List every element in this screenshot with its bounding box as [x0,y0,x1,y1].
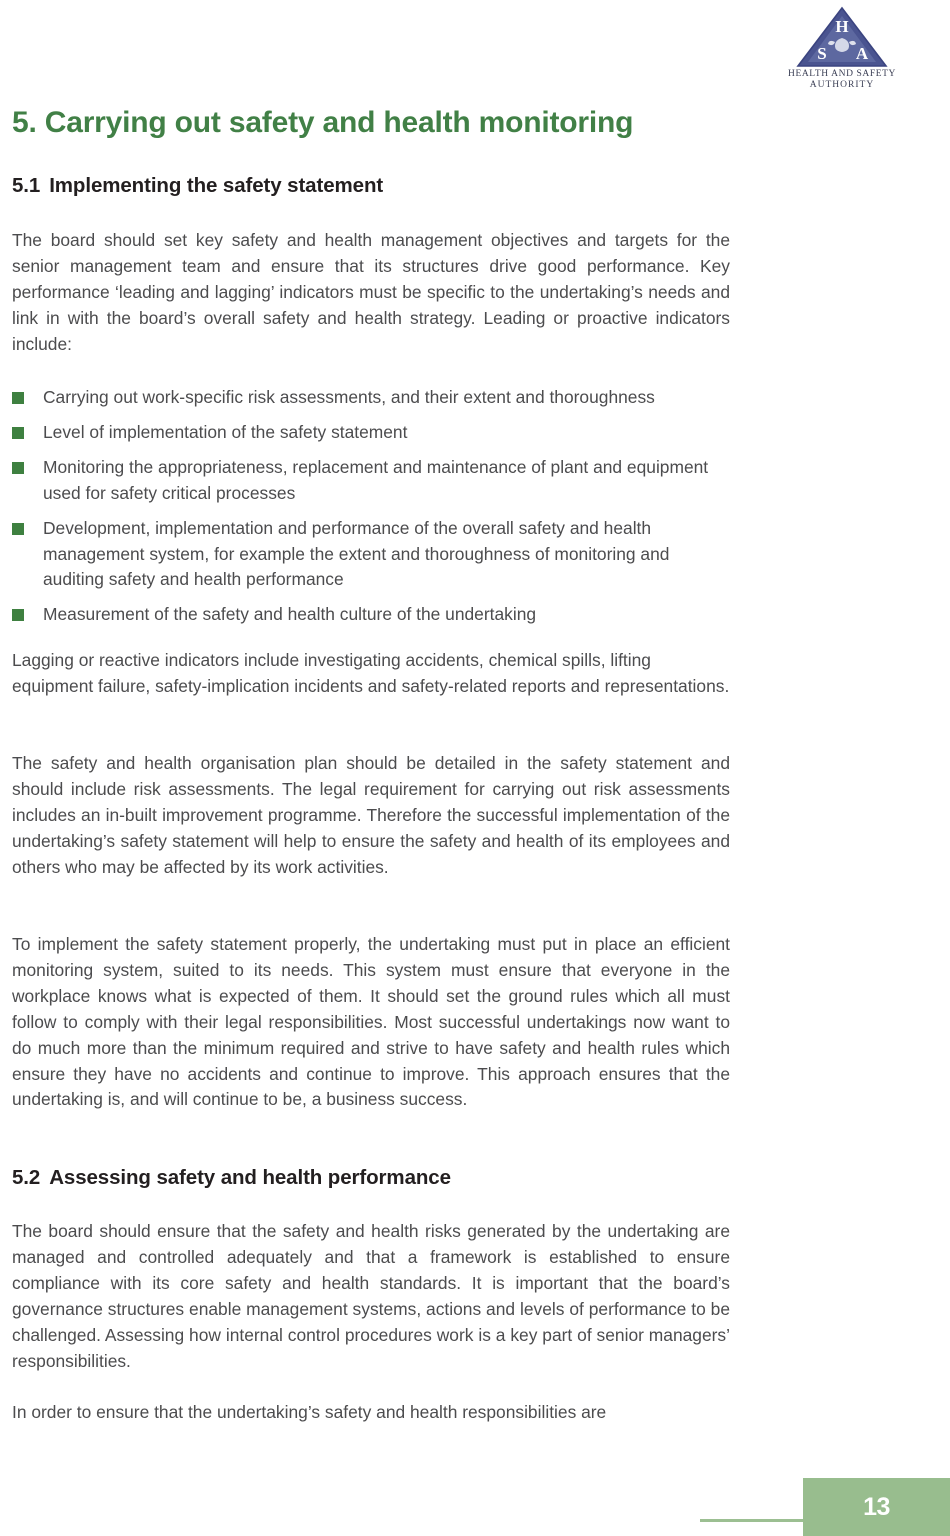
list-item [12,602,730,628]
square-bullet-icon [12,609,24,621]
list-item [12,516,730,594]
list-item [12,420,730,446]
hsa-logo [762,6,922,98]
svg-text:A: A [855,44,869,63]
square-bullet-icon [12,392,24,404]
paragraph-assessing-performance: The board should ensure that the safety and health risks generated by the undertaking are managed and controlled adequately and that a framework is established to ensure compliance with its core safety and health standards. It is important that the board’s governance structures enable management systems, actions and levels of performance to be challenged. Assessing how internal control procedures work is a key part of senior managers’ responsibilities. [12,1221,730,1371]
page-number-box [803,1478,950,1536]
list-item-text: Carrying out work-specific risk assessments, and their extent and thoroughness [43,387,655,407]
section-title-5-2: Assessing safety and health performance [49,1166,451,1189]
paragraph-intro: The board should set key safety and health management objectives and targets for the senior management team and ensure that its structures drive good performance. Key performance ‘leading and lagging’ indicators must be specific to the undertaking’s needs and link in with the board’s overall safety and health strategy. Leading or proactive indicators include: [12,230,730,354]
list-item [12,385,730,411]
list-item-text: Development, implementation and performance of the overall safety and health management system, for example the extent and thoroughness of monitoring and auditing safety and health performance [43,517,670,590]
paragraph-implementation: To implement the safety statement properly, the undertaking must put in place an efficient monitoring system, suited to its needs. This system must ensure that everyone in the workplace knows what is expected of them. It should set the ground rules which all must follow to comply with their legal responsibilities. Most successful undertakings now want to do much more than the minimum required and strive to have safety and health rules which ensure they have no accidents and continue to improve. This approach ensures that the undertaking is, and will continue to be, a business success. [12,934,730,1110]
square-bullet-icon [12,523,24,535]
svg-text:S: S [817,44,827,63]
chapter-heading: 5. Carrying out safety and health monitoring [12,106,634,139]
hsa-logo-line1: HEALTH AND SAFETY [787,69,897,79]
hsa-logo-wordmark [762,69,922,91]
list-item-text: Monitoring the appropriateness, replacement and maintenance of plant and equipment used for safety critical processes [43,456,709,503]
list-item-text: Level of implementation of the safety statement [43,421,408,442]
square-bullet-icon [12,427,24,439]
section-heading-5-1 [12,174,383,198]
paragraph-organisation-plan: The safety and health organisation plan should be detailed in the safety statement and should include risk assessments. The legal requirement for carrying out risk assessments includes an in-built improvement programme. Therefore the successful implementation of the undertaking’s safety statement will help to ensure the safety and health of its employees and others who may be affected by its work activities. [12,753,730,877]
section-title-5-1: Implementing the safety statement [49,174,384,197]
paragraph-lagging-indicators: Lagging or reactive indicators include investigating accidents, chemical spills, lifting equipment failure, safety-implication incidents and safety-related reports and representations. [12,650,730,696]
hsa-triangle-icon [796,6,888,68]
section-number-5-1: 5.1 [12,174,41,197]
list-item-text: Measurement of the safety and health culture of the undertaking [43,604,537,625]
svg-text:H: H [835,17,849,36]
section-number-5-2: 5.2 [12,1166,41,1189]
page-number: 13 [863,1492,890,1521]
leading-indicators-list [12,385,730,628]
paragraph-in-order: In order to ensure that the undertaking’s safety and health responsibilities are [12,1402,607,1422]
list-item [12,455,730,507]
hsa-logo-line2: AUTHORITY [809,80,875,90]
square-bullet-icon [12,462,24,474]
section-heading-5-2 [12,1166,451,1190]
